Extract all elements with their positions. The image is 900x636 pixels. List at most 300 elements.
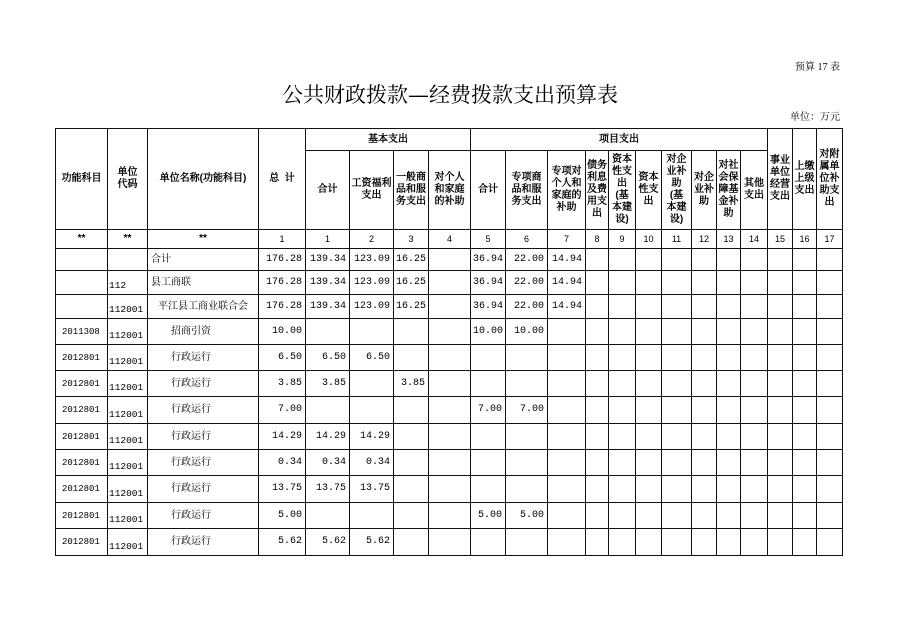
cell-basic-goods-services bbox=[394, 397, 429, 424]
cell-business-operation bbox=[768, 271, 793, 295]
unit-code-cell: 112001 bbox=[108, 476, 148, 503]
cell-affiliated-subsidy bbox=[817, 450, 843, 476]
header-project-capital-label: 资本性支出 bbox=[638, 172, 659, 207]
cell-business-operation bbox=[768, 319, 793, 345]
cell-project-goods-services bbox=[506, 424, 548, 450]
index-cell: 16 bbox=[793, 230, 817, 249]
func-code-cell: 2012801 bbox=[56, 529, 108, 556]
cell-affiliated-subsidy bbox=[817, 271, 843, 295]
cell-project-other bbox=[741, 529, 768, 556]
cell-project-subtotal: 36.94 bbox=[471, 295, 506, 319]
cell-project-debt-interest bbox=[586, 319, 609, 345]
header-project-capital-construction-label: 资本性支出(基本建设) bbox=[612, 154, 632, 225]
unit-code-cell: 112001 bbox=[108, 345, 148, 371]
cell-affiliated-subsidy bbox=[817, 319, 843, 345]
cell-project-other bbox=[741, 371, 768, 397]
cell-basic-personal-family bbox=[429, 319, 471, 345]
cell-project-other bbox=[741, 319, 768, 345]
cell-project-capital-construction bbox=[609, 295, 636, 319]
cell-project-personal-family bbox=[548, 529, 586, 556]
cell-basic-personal-family bbox=[429, 295, 471, 319]
index-cell: 17 bbox=[817, 230, 843, 249]
unit-name-cell: 招商引资 bbox=[148, 319, 259, 345]
cell-basic-goods-services: 16.25 bbox=[394, 295, 429, 319]
unit-code-cell: 112001 bbox=[108, 371, 148, 397]
cell-project-goods-services: 22.00 bbox=[506, 249, 548, 271]
cell-project-other bbox=[741, 295, 768, 319]
cell-basic-personal-family bbox=[429, 371, 471, 397]
cell-basic-subtotal bbox=[306, 319, 350, 345]
cell-business-operation bbox=[768, 249, 793, 271]
func-code-cell: 2011308 bbox=[56, 319, 108, 345]
cell-basic-goods-services: 3.85 bbox=[394, 371, 429, 397]
cell-project-other bbox=[741, 476, 768, 503]
cell-project-social-security bbox=[717, 503, 741, 529]
cell-project-personal-family bbox=[548, 345, 586, 371]
index-cell: 9 bbox=[609, 230, 636, 249]
cell-project-capital bbox=[636, 476, 662, 503]
unit-code-cell: 112001 bbox=[108, 424, 148, 450]
index-row bbox=[56, 230, 843, 249]
cell-project-subtotal: 36.94 bbox=[471, 249, 506, 271]
cell-project-goods-services: 5.00 bbox=[506, 503, 548, 529]
cell-project-other bbox=[741, 397, 768, 424]
header-project-goods-services-label: 专项商品和服务支出 bbox=[511, 172, 542, 207]
index-cell: 14 bbox=[741, 230, 768, 249]
header-project-personal-family bbox=[548, 151, 586, 230]
cell-project-other bbox=[741, 271, 768, 295]
cell-basic-subtotal: 139.34 bbox=[306, 271, 350, 295]
budget-table bbox=[55, 128, 843, 556]
unit-code-cell: 112001 bbox=[108, 397, 148, 424]
cell-project-debt-interest bbox=[586, 295, 609, 319]
cell-project-enterprise-subsidy bbox=[692, 476, 717, 503]
cell-project-social-security bbox=[717, 476, 741, 503]
header-project-enterprise-construction-label: 对企业补助(基本建设) bbox=[666, 154, 687, 225]
cell-project-subtotal bbox=[471, 371, 506, 397]
table-row bbox=[56, 249, 843, 271]
cell-business-operation bbox=[768, 371, 793, 397]
table-row bbox=[56, 450, 843, 476]
unit-name-cell: 县工商联 bbox=[148, 271, 259, 295]
index-cell: ** bbox=[108, 230, 148, 249]
cell-project-subtotal: 5.00 bbox=[471, 503, 506, 529]
header-basic-subtotal-label: 合计 bbox=[317, 184, 338, 195]
index-cell: 5 bbox=[471, 230, 506, 249]
cell-upper-remittance bbox=[793, 503, 817, 529]
cell-project-other bbox=[741, 345, 768, 371]
cell-basic-subtotal: 5.62 bbox=[306, 529, 350, 556]
table-row bbox=[56, 503, 843, 529]
header-row-groups bbox=[56, 129, 843, 151]
unit-label: 单位：万元 bbox=[790, 112, 840, 123]
table-row bbox=[56, 397, 843, 424]
cell-basic-wages: 123.09 bbox=[350, 249, 394, 271]
cell-basic-personal-family bbox=[429, 424, 471, 450]
header-project-social-security bbox=[717, 151, 741, 230]
cell-basic-wages: 123.09 bbox=[350, 271, 394, 295]
header-func-subject-label: 功能科目 bbox=[61, 173, 102, 184]
func-code-cell: 2012801 bbox=[56, 345, 108, 371]
func-code-cell: 2012801 bbox=[56, 450, 108, 476]
cell-project-personal-family bbox=[548, 450, 586, 476]
header-affiliated-subsidy-label: 对附属单位补助支出 bbox=[819, 149, 840, 208]
header-affiliated-subsidy bbox=[817, 129, 843, 230]
cell-basic-personal-family bbox=[429, 345, 471, 371]
cell-basic-goods-services bbox=[394, 319, 429, 345]
cell-basic-personal-family bbox=[429, 249, 471, 271]
cell-project-personal-family bbox=[548, 371, 586, 397]
cell-project-goods-services: 7.00 bbox=[506, 397, 548, 424]
func-code-cell bbox=[56, 249, 108, 271]
header-basic-personal-family-label: 对个人和家庭的补助 bbox=[434, 172, 465, 207]
cell-upper-remittance bbox=[793, 249, 817, 271]
cell-project-debt-interest bbox=[586, 371, 609, 397]
cell-project-goods-services: 22.00 bbox=[506, 295, 548, 319]
func-code-cell: 2012801 bbox=[56, 397, 108, 424]
cell-total: 3.85 bbox=[259, 371, 306, 397]
form-number: 预算 17 表 bbox=[795, 62, 840, 73]
index-cell: 13 bbox=[717, 230, 741, 249]
index-cell: 4 bbox=[429, 230, 471, 249]
index-cell: 1 bbox=[306, 230, 350, 249]
cell-total: 13.75 bbox=[259, 476, 306, 503]
cell-project-enterprise-subsidy bbox=[692, 319, 717, 345]
cell-basic-goods-services bbox=[394, 476, 429, 503]
cell-project-enterprise-construction bbox=[662, 345, 692, 371]
unit-code-cell: 112001 bbox=[108, 450, 148, 476]
cell-project-personal-family bbox=[548, 319, 586, 345]
cell-business-operation bbox=[768, 476, 793, 503]
header-project-personal-family-label: 专项对个人和家庭的补助 bbox=[551, 166, 582, 213]
cell-project-social-security bbox=[717, 397, 741, 424]
cell-basic-goods-services: 16.25 bbox=[394, 249, 429, 271]
cell-total: 176.28 bbox=[259, 271, 306, 295]
cell-basic-personal-family bbox=[429, 271, 471, 295]
table-row bbox=[56, 295, 843, 319]
cell-project-goods-services bbox=[506, 529, 548, 556]
cell-project-capital bbox=[636, 424, 662, 450]
cell-project-debt-interest bbox=[586, 249, 609, 271]
header-project-debt-interest-label: 债务利息及费用支出 bbox=[587, 160, 607, 219]
cell-project-debt-interest bbox=[586, 424, 609, 450]
unit-name-cell: 行政运行 bbox=[148, 345, 259, 371]
cell-basic-subtotal: 3.85 bbox=[306, 371, 350, 397]
cell-project-debt-interest bbox=[586, 271, 609, 295]
cell-project-subtotal bbox=[471, 529, 506, 556]
header-basic-wages bbox=[350, 151, 394, 230]
cell-project-enterprise-construction bbox=[662, 450, 692, 476]
cell-project-enterprise-subsidy bbox=[692, 529, 717, 556]
cell-project-goods-services bbox=[506, 345, 548, 371]
table-body bbox=[56, 249, 843, 556]
cell-project-debt-interest bbox=[586, 397, 609, 424]
cell-project-subtotal bbox=[471, 476, 506, 503]
cell-project-debt-interest bbox=[586, 476, 609, 503]
unit-code-cell: 112001 bbox=[108, 319, 148, 345]
cell-project-debt-interest bbox=[586, 450, 609, 476]
index-cell: 3 bbox=[394, 230, 429, 249]
cell-upper-remittance bbox=[793, 476, 817, 503]
header-upper-remittance bbox=[793, 129, 817, 230]
cell-total: 10.00 bbox=[259, 319, 306, 345]
cell-project-capital-construction bbox=[609, 529, 636, 556]
header-project-capital-construction bbox=[609, 151, 636, 230]
header-basic-personal-family bbox=[429, 151, 471, 230]
cell-basic-subtotal: 139.34 bbox=[306, 249, 350, 271]
header-total bbox=[259, 129, 306, 230]
cell-basic-wages bbox=[350, 371, 394, 397]
cell-basic-goods-services bbox=[394, 529, 429, 556]
header-basic-goods-services-label: 一般商品和服务支出 bbox=[396, 172, 426, 207]
cell-project-enterprise-construction bbox=[662, 371, 692, 397]
cell-project-other bbox=[741, 503, 768, 529]
table-row bbox=[56, 371, 843, 397]
cell-basic-subtotal bbox=[306, 503, 350, 529]
cell-basic-wages: 123.09 bbox=[350, 295, 394, 319]
unit-code-cell: 112 bbox=[108, 271, 148, 295]
cell-project-capital bbox=[636, 371, 662, 397]
cell-basic-goods-services bbox=[394, 450, 429, 476]
index-cell: 1 bbox=[259, 230, 306, 249]
header-basic-goods-services bbox=[394, 151, 429, 230]
cell-project-personal-family bbox=[548, 424, 586, 450]
header-project-enterprise-subsidy-label: 对企业补助 bbox=[694, 172, 714, 207]
cell-project-social-security bbox=[717, 249, 741, 271]
func-code-cell: 2012801 bbox=[56, 503, 108, 529]
func-code-cell: 2012801 bbox=[56, 371, 108, 397]
cell-project-capital bbox=[636, 295, 662, 319]
cell-basic-personal-family bbox=[429, 397, 471, 424]
cell-business-operation bbox=[768, 424, 793, 450]
cell-project-capital bbox=[636, 450, 662, 476]
cell-project-personal-family bbox=[548, 397, 586, 424]
header-project-social-security-label: 对社会保障基金补助 bbox=[718, 160, 739, 219]
cell-project-enterprise-construction bbox=[662, 476, 692, 503]
cell-project-capital bbox=[636, 345, 662, 371]
cell-affiliated-subsidy bbox=[817, 295, 843, 319]
header-business-operation bbox=[768, 129, 793, 230]
header-basic-subtotal bbox=[306, 151, 350, 230]
header-group-basic bbox=[306, 129, 471, 151]
cell-project-capital bbox=[636, 529, 662, 556]
index-cell: ** bbox=[148, 230, 259, 249]
cell-project-enterprise-construction bbox=[662, 503, 692, 529]
cell-total: 176.28 bbox=[259, 295, 306, 319]
cell-project-capital-construction bbox=[609, 345, 636, 371]
header-upper-remittance-label: 上缴上级支出 bbox=[794, 161, 815, 196]
cell-project-enterprise-construction bbox=[662, 397, 692, 424]
cell-upper-remittance bbox=[793, 295, 817, 319]
unit-name-cell: 行政运行 bbox=[148, 529, 259, 556]
cell-business-operation bbox=[768, 503, 793, 529]
unit-name-cell: 合计 bbox=[148, 249, 259, 271]
cell-project-capital-construction bbox=[609, 503, 636, 529]
cell-project-capital bbox=[636, 397, 662, 424]
index-cell: 10 bbox=[636, 230, 662, 249]
unit-name-cell: 平江县工商业联合会 bbox=[148, 295, 259, 319]
cell-project-capital-construction bbox=[609, 249, 636, 271]
cell-project-social-security bbox=[717, 345, 741, 371]
cell-project-capital-construction bbox=[609, 371, 636, 397]
header-project-enterprise-subsidy bbox=[692, 151, 717, 230]
cell-project-social-security bbox=[717, 319, 741, 345]
cell-project-capital-construction bbox=[609, 271, 636, 295]
cell-project-capital-construction bbox=[609, 424, 636, 450]
cell-project-social-security bbox=[717, 529, 741, 556]
cell-project-enterprise-construction bbox=[662, 271, 692, 295]
cell-basic-wages bbox=[350, 397, 394, 424]
cell-total: 6.50 bbox=[259, 345, 306, 371]
unit-code-cell: 112001 bbox=[108, 295, 148, 319]
header-group-project-label: 项目支出 bbox=[599, 133, 640, 145]
cell-project-subtotal: 10.00 bbox=[471, 319, 506, 345]
cell-basic-goods-services bbox=[394, 503, 429, 529]
cell-project-personal-family: 14.94 bbox=[548, 271, 586, 295]
header-unit-name bbox=[148, 129, 259, 230]
header-project-debt-interest bbox=[586, 151, 609, 230]
cell-project-social-security bbox=[717, 424, 741, 450]
cell-business-operation bbox=[768, 529, 793, 556]
cell-project-capital-construction bbox=[609, 319, 636, 345]
cell-total: 0.34 bbox=[259, 450, 306, 476]
func-code-cell: 2012801 bbox=[56, 476, 108, 503]
unit-name-cell: 行政运行 bbox=[148, 397, 259, 424]
cell-affiliated-subsidy bbox=[817, 424, 843, 450]
table-row bbox=[56, 424, 843, 450]
func-code-cell bbox=[56, 271, 108, 295]
cell-basic-subtotal: 0.34 bbox=[306, 450, 350, 476]
table-row bbox=[56, 345, 843, 371]
cell-project-capital-construction bbox=[609, 476, 636, 503]
cell-project-social-security bbox=[717, 450, 741, 476]
header-total-label: 总 计 bbox=[269, 173, 295, 184]
cell-project-other bbox=[741, 424, 768, 450]
cell-project-enterprise-subsidy bbox=[692, 295, 717, 319]
cell-project-capital bbox=[636, 503, 662, 529]
page-title: 公共财政拨款—经费拨款支出预算表 bbox=[282, 83, 618, 107]
table-row bbox=[56, 476, 843, 503]
cell-basic-personal-family bbox=[429, 450, 471, 476]
cell-total: 5.62 bbox=[259, 529, 306, 556]
cell-project-personal-family bbox=[548, 476, 586, 503]
cell-basic-personal-family bbox=[429, 476, 471, 503]
cell-project-personal-family: 14.94 bbox=[548, 249, 586, 271]
cell-business-operation bbox=[768, 345, 793, 371]
cell-basic-wages: 14.29 bbox=[350, 424, 394, 450]
cell-project-subtotal: 36.94 bbox=[471, 271, 506, 295]
cell-project-social-security bbox=[717, 371, 741, 397]
cell-affiliated-subsidy bbox=[817, 249, 843, 271]
unit-code-cell: 112001 bbox=[108, 529, 148, 556]
cell-upper-remittance bbox=[793, 529, 817, 556]
cell-affiliated-subsidy bbox=[817, 476, 843, 503]
index-cell: 11 bbox=[662, 230, 692, 249]
cell-upper-remittance bbox=[793, 424, 817, 450]
unit-code-cell bbox=[108, 249, 148, 271]
header-basic-wages-label: 工资福利支出 bbox=[351, 178, 392, 201]
header-group-project bbox=[471, 129, 768, 151]
unit-name-cell: 行政运行 bbox=[148, 424, 259, 450]
cell-project-enterprise-subsidy bbox=[692, 371, 717, 397]
cell-project-goods-services: 22.00 bbox=[506, 271, 548, 295]
cell-basic-personal-family bbox=[429, 503, 471, 529]
cell-basic-subtotal: 139.34 bbox=[306, 295, 350, 319]
cell-project-enterprise-subsidy bbox=[692, 249, 717, 271]
cell-project-social-security bbox=[717, 271, 741, 295]
header-project-capital bbox=[636, 151, 662, 230]
cell-business-operation bbox=[768, 397, 793, 424]
table-row bbox=[56, 529, 843, 556]
cell-project-enterprise-subsidy bbox=[692, 424, 717, 450]
header-business-operation-label: 事业单位经营支出 bbox=[770, 155, 791, 202]
header-project-subtotal-label: 合计 bbox=[478, 184, 498, 195]
cell-project-debt-interest bbox=[586, 529, 609, 556]
index-cell: 6 bbox=[506, 230, 548, 249]
cell-business-operation bbox=[768, 295, 793, 319]
cell-project-goods-services bbox=[506, 371, 548, 397]
cell-project-subtotal bbox=[471, 345, 506, 371]
header-project-goods-services bbox=[506, 151, 548, 230]
cell-project-debt-interest bbox=[586, 345, 609, 371]
cell-basic-subtotal bbox=[306, 397, 350, 424]
header-group-basic-label: 基本支出 bbox=[368, 133, 408, 145]
unit-name-cell: 行政运行 bbox=[148, 450, 259, 476]
cell-affiliated-subsidy bbox=[817, 503, 843, 529]
index-cell: 15 bbox=[768, 230, 793, 249]
cell-project-capital bbox=[636, 249, 662, 271]
table-row bbox=[56, 271, 843, 295]
cell-upper-remittance bbox=[793, 450, 817, 476]
cell-basic-wages: 6.50 bbox=[350, 345, 394, 371]
cell-affiliated-subsidy bbox=[817, 529, 843, 556]
unit-code-cell: 112001 bbox=[108, 503, 148, 529]
cell-project-social-security bbox=[717, 295, 741, 319]
cell-project-capital-construction bbox=[609, 450, 636, 476]
index-cell: 8 bbox=[586, 230, 609, 249]
header-unit-name-label: 单位名称(功能科目) bbox=[159, 173, 247, 184]
header-project-other-label: 其他支出 bbox=[744, 178, 765, 201]
cell-project-capital-construction bbox=[609, 397, 636, 424]
cell-project-goods-services: 10.00 bbox=[506, 319, 548, 345]
cell-project-enterprise-subsidy bbox=[692, 450, 717, 476]
cell-basic-subtotal: 13.75 bbox=[306, 476, 350, 503]
cell-project-subtotal: 7.00 bbox=[471, 397, 506, 424]
cell-upper-remittance bbox=[793, 397, 817, 424]
cell-total: 176.28 bbox=[259, 249, 306, 271]
cell-project-goods-services bbox=[506, 450, 548, 476]
cell-basic-wages: 0.34 bbox=[350, 450, 394, 476]
cell-basic-goods-services bbox=[394, 345, 429, 371]
cell-project-enterprise-subsidy bbox=[692, 503, 717, 529]
cell-project-enterprise-subsidy bbox=[692, 271, 717, 295]
cell-project-enterprise-construction bbox=[662, 319, 692, 345]
cell-upper-remittance bbox=[793, 345, 817, 371]
cell-project-enterprise-construction bbox=[662, 424, 692, 450]
cell-upper-remittance bbox=[793, 271, 817, 295]
cell-upper-remittance bbox=[793, 371, 817, 397]
index-cell: 7 bbox=[548, 230, 586, 249]
cell-total: 7.00 bbox=[259, 397, 306, 424]
cell-basic-goods-services bbox=[394, 424, 429, 450]
cell-project-other bbox=[741, 249, 768, 271]
cell-basic-subtotal: 6.50 bbox=[306, 345, 350, 371]
cell-affiliated-subsidy bbox=[817, 397, 843, 424]
cell-project-goods-services bbox=[506, 476, 548, 503]
cell-project-enterprise-construction bbox=[662, 249, 692, 271]
unit-name-cell: 行政运行 bbox=[148, 371, 259, 397]
unit-name-cell: 行政运行 bbox=[148, 503, 259, 529]
